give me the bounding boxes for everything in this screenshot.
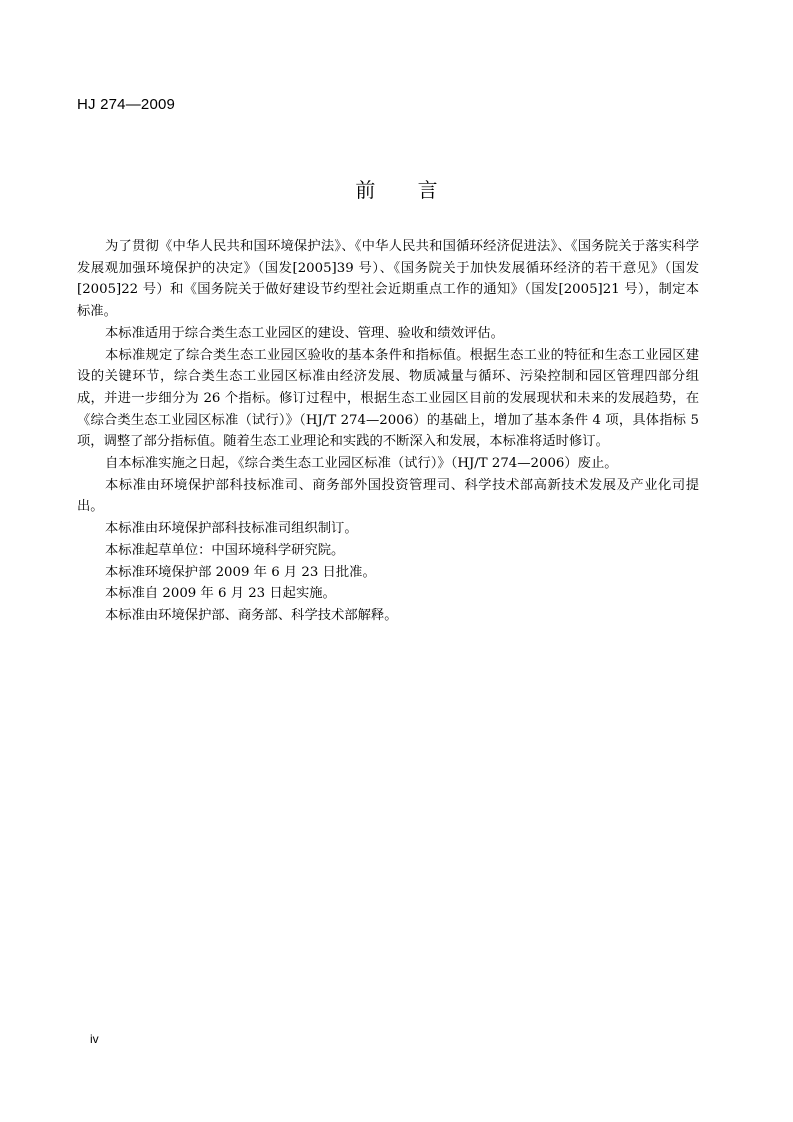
- page-title: 前 言: [355, 178, 456, 202]
- paragraph-purpose: 为了贯彻《中华人民共和国环境保护法》、《中华人民共和国循环经济促进法》、《国务院关于落实科学发展观加强环境保护的决定》（国发[2005]39 号）、《国务院关于加快发展循环经济的若干意见》（国发[2005]22 号）和《国务院关于做好建设节约型社会近期重点工作的通知》（国发[2005]21 号），制定本标准。: [77, 239, 699, 320]
- paragraph-organizer: 本标准由环境保护部科技标准司组织制订。: [105, 521, 358, 537]
- paragraph-scope: 本标准适用于综合类生态工业园区的建设、管理、验收和绩效评估。: [105, 325, 504, 341]
- paragraph-approval: 本标准环境保护部 2009 年 6 月 23 日批准。: [105, 564, 376, 580]
- paragraph-effective-date: 本标准自 2009 年 6 月 23 日起实施。: [105, 586, 336, 602]
- paragraph-proposer: 本标准由环境保护部科技标准司、商务部外国投资管理司、科学技术部高新技术发展及产业化司提出。: [77, 477, 699, 515]
- standard-code: HJ 274—2009: [77, 96, 176, 113]
- page-number: iv: [90, 1032, 99, 1046]
- paragraph-drafter: 本标准起草单位：中国环境科学研究院。: [105, 542, 345, 558]
- paragraph-supersedes: 自本标准实施之日起，《综合类生态工业园区标准（试行）》（HJ/T 274—2006）废止。: [105, 456, 618, 472]
- paragraph-interpretation: 本标准由环境保护部、商务部、科学技术部解释。: [105, 607, 398, 623]
- foreword-body: [77, 236, 699, 627]
- paragraph-content: 本标准规定了综合类生态工业园区验收的基本条件和指标值。根据生态工业的特征和生态工业园区建设的关键环节，综合类生态工业园区标准由经济发展、物质减量与循环、污染控制和园区管理四部分组成，并进一步细分为 26 个指标。修订过程中，根据生态工业园区目前的发展现状和未来的发展趋势，在《综合类生态工业园区标准（试行）》（HJ/T 274—2006）的基础上，增加了基本条件 4 项，具体指标 5 项，调整了部分指标值。随着生态工业理论和实践的不断深入和发展，本标准将适时修订。: [77, 347, 699, 450]
